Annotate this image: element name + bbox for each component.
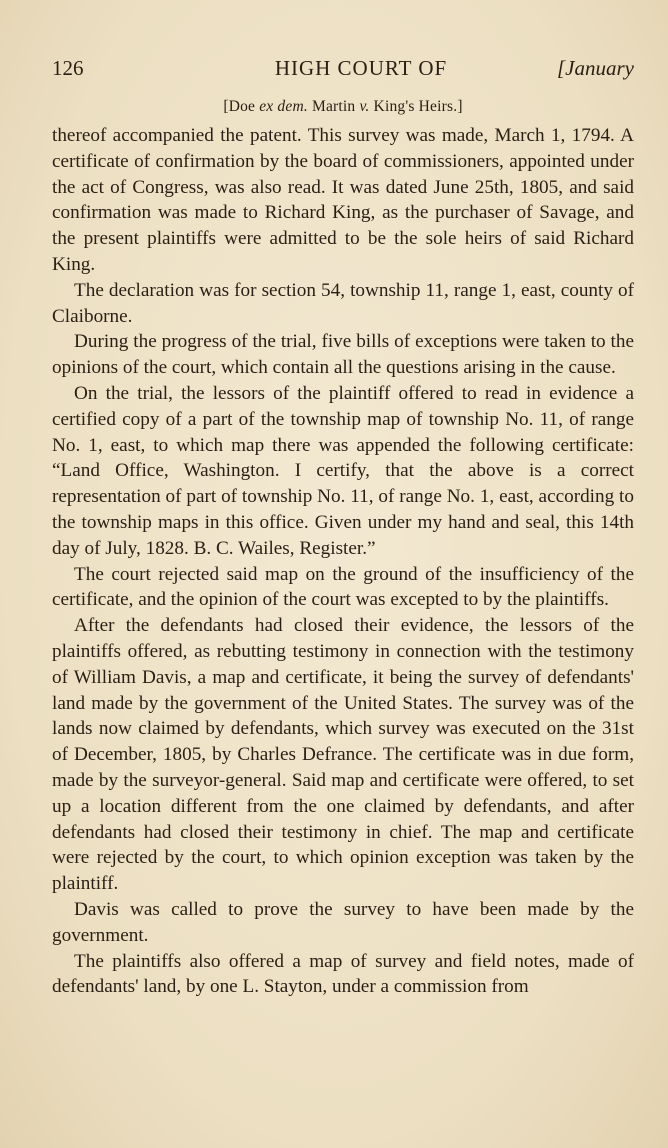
paragraph-6: After the defendants had closed their evidence, the lessors of the plaintiffs offered, as rebutting testimony in connection with the testimony of William Davis, a map and certificate, it being the survey of defendants' land made by the government of the United States. The survey was of the lands now claimed by defendants, which survey was executed on the 31st of December, 1805, by Charles Defrance. The certificate was in due form, made by the surveyor-general. Said map and certificate were offered, to set up a location different from the one claimed by defendants, and after defendants had closed their testimony in chief. The map and certificate were rejected by the court, to which opinion exception was taken by the plaintiff. [52, 615, 634, 895]
case-ex-dem: ex dem. [259, 98, 308, 115]
page-header [52, 56, 634, 86]
month-label: January [565, 56, 634, 80]
paragraph-2: The declaration was for section 54, township 11, range 1, east, county of Claiborne. [52, 279, 634, 327]
paragraph-7: Davis was called to prove the survey to have been made by the government. [52, 898, 634, 946]
page-number: 126 [52, 56, 84, 80]
case-bracket-open: [ [223, 98, 229, 115]
paragraph-8: The plaintiffs also offered a map of survey and field notes, made of defendants' land, by one L. Stayton, under a commission from [52, 950, 634, 998]
paragraph-1: thereof accompanied the patent. This survey was made, March 1, 1794. A certificate of confirmation by the board of commissioners, appointed under the act of Congress, was also read. It was dated June 25th, 1805, and said confirmation was made to Richard King, as the purchaser of Savage, and the present plaintiffs were admitted to be the sole heirs of said Richard King. [52, 125, 634, 275]
case-caption [52, 98, 634, 116]
paragraph-4: On the trial, the lessors of the plaintiff offered to read in evidence a certified copy of a part of the township map of township No. 11, of range No. 1, east, to which map there was appended the following certificate: “Land Office, Washington. I certify, that the above is a correct representation of part of township No. 11, of range No. 1, east, according to the township maps in this office. Given under my hand and seal, this 14th day of July, 1828. B. C. Wailes, Register.” [52, 382, 634, 559]
case-bracket-close: ] [457, 98, 463, 115]
case-v: v. [359, 98, 370, 115]
header-month: [January [556, 56, 634, 80]
paragraph-5: The court rejected said map on the ground of the insufficiency of the certificate, and the opinion of the court was excepted to by the plaintiffs. [52, 563, 634, 611]
paragraph-3: During the progress of the trial, five bills of exceptions were taken to the opinions of the court, which contain all the questions arising in the cause. [52, 331, 634, 379]
case-rest: King's Heirs. [369, 98, 458, 115]
running-title: HIGH COURT OF [274, 56, 448, 80]
case-martin: Martin [307, 98, 360, 115]
case-doe: Doe [228, 98, 260, 115]
body-text [52, 123, 634, 1000]
